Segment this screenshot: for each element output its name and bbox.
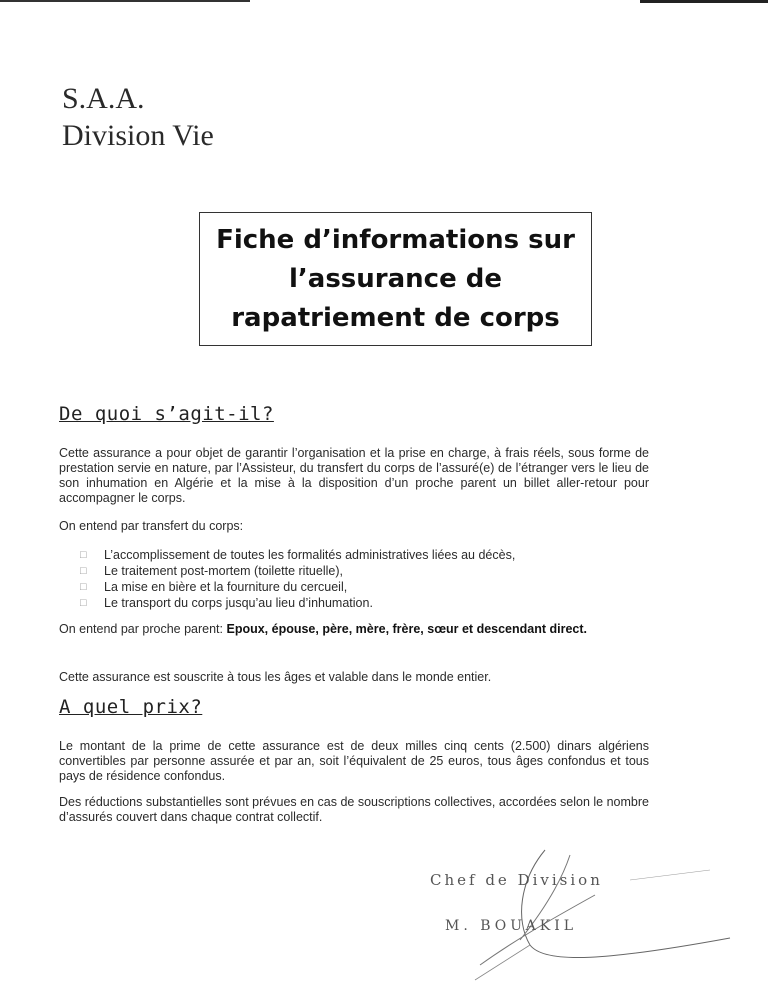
- title-line-3: rapatriement de corps: [231, 303, 560, 333]
- top-scan-line-right: [640, 0, 768, 3]
- list-item: [80, 563, 515, 579]
- bullet-marker-icon: □: [80, 597, 87, 609]
- validity-statement: Cette assurance est souscrite à tous les âges et valable dans le monde entier.: [59, 670, 492, 684]
- title-box: [199, 212, 592, 346]
- list-item: [80, 595, 515, 611]
- list-item-text: La mise en bière et la fourniture du cercueil,: [104, 580, 348, 594]
- discounts-paragraph: Des réductions substantielles sont prévues en cas de souscriptions collectives, accordées selon le nombre d’assurés couvert dans chaque contrat collectif.: [59, 795, 649, 824]
- proche-parent-definition: [59, 622, 659, 637]
- organization-header: [62, 80, 214, 154]
- section-heading-price: A quel prix?: [59, 696, 203, 718]
- title-line-2: l’assurance de: [288, 264, 502, 294]
- transfer-list: [80, 547, 515, 611]
- org-division: Division Vie: [62, 119, 214, 152]
- bullet-marker-icon: □: [80, 581, 87, 593]
- bullet-marker-icon: □: [80, 565, 87, 577]
- transfer-intro: On entend par transfert du corps:: [59, 519, 244, 533]
- document-title: [200, 221, 591, 338]
- intro-paragraph: Cette assurance a pour objet de garantir l’organisation et la prise en charge, à frais réels, sous forme de prestation servie en nature, par l’Assisteur, du transfert du corps de l’assuré(e) de l’étranger vers le lieu de son inhumation en Algérie et la mise à la disposition d’un proche parent un billet aller-retour pour accompagner le corps.: [59, 446, 649, 505]
- list-item: [80, 579, 515, 595]
- bullet-marker-icon: □: [80, 549, 87, 561]
- section-heading-what: De quoi s’agit-il?: [59, 403, 274, 425]
- list-item-text: Le transport du corps jusqu’au lieu d’inhumation.: [104, 596, 373, 610]
- list-item: [80, 547, 515, 563]
- signature-stamp: [420, 840, 765, 990]
- list-item-text: Le traitement post-mortem (toilette rituelle),: [104, 564, 343, 578]
- title-line-1: Fiche d’informations sur: [216, 225, 575, 255]
- premium-paragraph: Le montant de la prime de cette assurance est de deux milles cinq cents (2.500) dinars algériens convertibles par personne assurée et par an, soit l’équivalent de 25 euros, tous âges confondus et tous pays de résidence confondus.: [59, 739, 649, 783]
- parent-prefix: On entend par proche parent:: [59, 622, 227, 636]
- list-item-text: L’accomplissement de toutes les formalités administratives liées au décès,: [104, 548, 516, 562]
- signature-name: M. BOUAKIL: [445, 918, 578, 934]
- signature-role: Chef de Division: [430, 871, 603, 889]
- parent-list: Epoux, épouse, père, mère, frère, sœur et descendant direct.: [226, 622, 588, 636]
- top-scan-line: [0, 0, 250, 2]
- org-name: S.A.A.: [62, 82, 145, 115]
